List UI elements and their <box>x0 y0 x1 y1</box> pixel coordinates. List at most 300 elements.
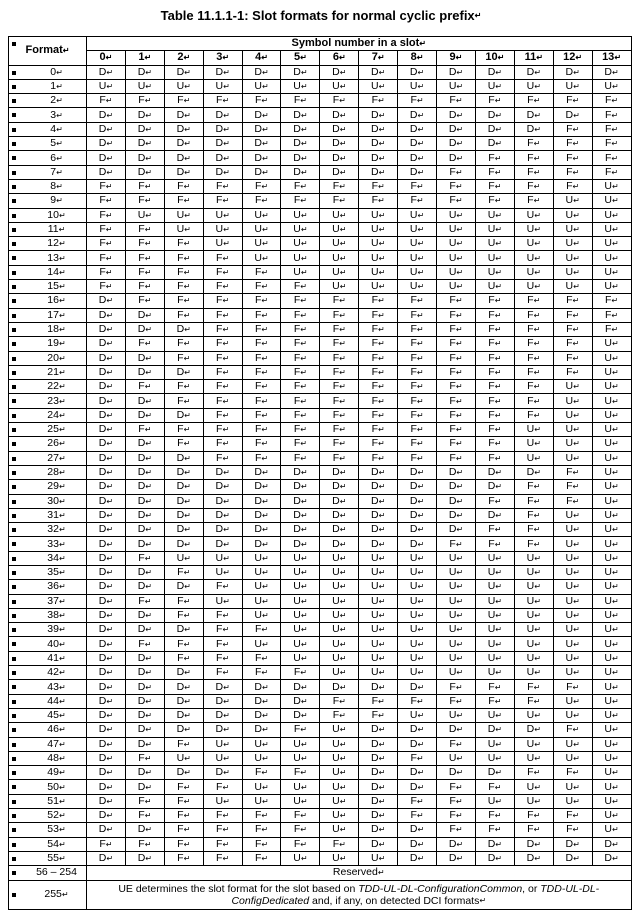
symbol-cell: U↵ <box>203 208 242 222</box>
symbol-cell: F↵ <box>437 179 476 193</box>
table-row <box>9 394 632 408</box>
symbol-cell: U↵ <box>475 251 514 265</box>
symbol-cell: D↵ <box>475 766 514 780</box>
symbol-cell: U↵ <box>553 794 592 808</box>
symbol-cell: F↵ <box>514 337 553 351</box>
symbol-cell: F↵ <box>87 265 126 279</box>
symbol-header-cell: 3↵ <box>203 51 242 65</box>
symbol-cell: F↵ <box>320 423 359 437</box>
symbol-cell: F↵ <box>203 194 242 208</box>
symbol-cell: F↵ <box>514 694 553 708</box>
symbol-cell: U↵ <box>398 208 437 222</box>
symbol-header-cell: 10↵ <box>475 51 514 65</box>
symbol-cell: D↵ <box>87 337 126 351</box>
table-row <box>9 280 632 294</box>
symbol-cell: F↵ <box>437 322 476 336</box>
symbol-cell: D↵ <box>203 137 242 151</box>
symbol-cell: F↵ <box>242 423 281 437</box>
symbol-cell: F↵ <box>553 308 592 322</box>
format-cell: 39↵ <box>9 623 87 637</box>
symbol-cell: D↵ <box>125 723 164 737</box>
format-cell: 19↵ <box>9 337 87 351</box>
symbol-cell: D↵ <box>242 680 281 694</box>
symbol-cell: D↵ <box>125 494 164 508</box>
symbol-cell: D↵ <box>514 465 553 479</box>
symbol-cell: U↵ <box>398 251 437 265</box>
symbol-cell: U↵ <box>592 465 631 479</box>
symbol-cell: D↵ <box>281 480 320 494</box>
symbol-cell: F↵ <box>475 194 514 208</box>
symbol-cell: D↵ <box>87 308 126 322</box>
table-row <box>9 65 632 79</box>
symbol-cell: U↵ <box>514 251 553 265</box>
table-row <box>9 322 632 336</box>
symbol-cell: F↵ <box>87 194 126 208</box>
symbol-cell: F↵ <box>242 823 281 837</box>
symbol-cell: U↵ <box>164 79 203 93</box>
symbol-cell: D↵ <box>359 465 398 479</box>
symbol-cell: U↵ <box>203 737 242 751</box>
paragraph-marker-icon <box>12 871 16 875</box>
symbol-cell: D↵ <box>164 151 203 165</box>
symbol-cell: U↵ <box>437 623 476 637</box>
table-row <box>9 494 632 508</box>
symbol-cell: D↵ <box>125 137 164 151</box>
symbol-cell: F↵ <box>164 237 203 251</box>
symbol-cell: F↵ <box>475 151 514 165</box>
symbol-cell: F↵ <box>553 365 592 379</box>
symbol-cell: F↵ <box>514 94 553 108</box>
symbol-cell: F↵ <box>437 423 476 437</box>
symbol-cell: F↵ <box>242 623 281 637</box>
symbol-cell: F↵ <box>398 337 437 351</box>
symbol-cell: U↵ <box>475 794 514 808</box>
symbol-cell: D↵ <box>242 508 281 522</box>
symbol-cell: U↵ <box>475 551 514 565</box>
symbol-cell: F↵ <box>125 280 164 294</box>
symbol-cell: D↵ <box>87 737 126 751</box>
paragraph-marker-icon <box>12 42 16 46</box>
symbol-cell: D↵ <box>203 165 242 179</box>
symbol-cell: F↵ <box>164 851 203 865</box>
symbol-cell: D↵ <box>281 537 320 551</box>
symbol-cell: F↵ <box>164 823 203 837</box>
symbol-cell: D↵ <box>359 737 398 751</box>
symbol-cell: D↵ <box>553 851 592 865</box>
symbol-cell: F↵ <box>359 351 398 365</box>
symbol-cell: F↵ <box>203 623 242 637</box>
symbol-cell: D↵ <box>359 137 398 151</box>
symbol-cell: F↵ <box>592 108 631 122</box>
symbol-cell: U↵ <box>281 737 320 751</box>
symbol-cell: U↵ <box>553 565 592 579</box>
symbol-cell: F↵ <box>281 823 320 837</box>
paragraph-marker-icon <box>12 399 16 403</box>
symbol-cell: D↵ <box>359 823 398 837</box>
symbol-cell: U↵ <box>359 565 398 579</box>
symbol-header-cell: 8↵ <box>398 51 437 65</box>
table-row <box>9 337 632 351</box>
symbol-cell: D↵ <box>475 837 514 851</box>
symbol-cell: U↵ <box>398 551 437 565</box>
symbol-cell: F↵ <box>359 308 398 322</box>
symbol-cell: F↵ <box>125 637 164 651</box>
format-cell: 8↵ <box>9 179 87 193</box>
symbol-cell: D↵ <box>359 151 398 165</box>
symbol-cell: D↵ <box>87 122 126 136</box>
symbol-cell: F↵ <box>281 194 320 208</box>
symbol-cell: F↵ <box>359 194 398 208</box>
symbol-cell: U↵ <box>320 608 359 622</box>
symbol-cell: F↵ <box>514 537 553 551</box>
symbol-cell: F↵ <box>125 809 164 823</box>
symbol-cell: D↵ <box>398 122 437 136</box>
symbol-cell: D↵ <box>242 523 281 537</box>
symbol-cell: F↵ <box>398 751 437 765</box>
symbol-cell: F↵ <box>514 294 553 308</box>
symbol-cell: D↵ <box>398 780 437 794</box>
symbol-cell: F↵ <box>437 194 476 208</box>
symbol-cell: F↵ <box>475 94 514 108</box>
symbol-cell: D↵ <box>281 151 320 165</box>
symbol-cell: F↵ <box>475 365 514 379</box>
symbol-cell: D↵ <box>87 780 126 794</box>
symbol-cell: D↵ <box>125 322 164 336</box>
symbol-header-cell: 11↵ <box>514 51 553 65</box>
symbol-cell: D↵ <box>398 165 437 179</box>
symbol-cell: D↵ <box>164 137 203 151</box>
symbol-cell: F↵ <box>164 780 203 794</box>
symbol-cell: U↵ <box>592 623 631 637</box>
symbol-cell: U↵ <box>125 79 164 93</box>
symbol-cell: F↵ <box>514 480 553 494</box>
symbol-cell: D↵ <box>164 480 203 494</box>
symbol-cell: U↵ <box>514 208 553 222</box>
paragraph-marker-icon <box>12 299 16 303</box>
symbol-cell: D↵ <box>87 580 126 594</box>
symbol-cell: U↵ <box>592 565 631 579</box>
symbol-cell: U↵ <box>242 751 281 765</box>
symbol-cell: F↵ <box>437 537 476 551</box>
table-row <box>9 623 632 637</box>
symbol-cell: D↵ <box>87 465 126 479</box>
format-cell: 4↵ <box>9 122 87 136</box>
symbol-cell: F↵ <box>514 508 553 522</box>
format-255-row <box>9 880 632 909</box>
symbol-cell: F↵ <box>514 179 553 193</box>
symbol-cell: D↵ <box>242 694 281 708</box>
symbol-cell: D↵ <box>475 465 514 479</box>
symbol-cell: D↵ <box>514 837 553 851</box>
symbol-cell: U↵ <box>203 222 242 236</box>
symbol-cell: U↵ <box>475 280 514 294</box>
format-cell: 49↵ <box>9 766 87 780</box>
symbol-cell: U↵ <box>281 851 320 865</box>
symbol-cell: U↵ <box>398 623 437 637</box>
symbol-cell: F↵ <box>320 94 359 108</box>
symbol-cell: F↵ <box>203 823 242 837</box>
symbol-cell: F↵ <box>320 194 359 208</box>
symbol-cell: F↵ <box>242 766 281 780</box>
symbol-cell: D↵ <box>398 108 437 122</box>
symbol-cell: D↵ <box>125 465 164 479</box>
symbol-cell: D↵ <box>87 551 126 565</box>
header-row-1 <box>9 37 632 51</box>
symbol-cell: F↵ <box>359 337 398 351</box>
symbol-cell: U↵ <box>553 280 592 294</box>
symbol-cell: F↵ <box>475 809 514 823</box>
symbol-cell: D↵ <box>398 508 437 522</box>
format-cell: 6↵ <box>9 151 87 165</box>
symbol-cell: D↵ <box>203 508 242 522</box>
symbol-header-cell: 9↵ <box>437 51 476 65</box>
symbol-cell: U↵ <box>553 694 592 708</box>
symbol-cell: D↵ <box>203 723 242 737</box>
symbol-cell: U↵ <box>359 237 398 251</box>
table-body <box>9 65 632 866</box>
symbol-cell: U↵ <box>398 608 437 622</box>
symbol-cell: F↵ <box>281 394 320 408</box>
symbol-cell: U↵ <box>553 594 592 608</box>
symbol-cell: F↵ <box>125 594 164 608</box>
symbol-cell: U↵ <box>359 851 398 865</box>
symbol-cell: U↵ <box>398 651 437 665</box>
symbol-cell: D↵ <box>203 523 242 537</box>
symbol-cell: D↵ <box>359 766 398 780</box>
symbol-cell: F↵ <box>359 394 398 408</box>
symbol-cell: D↵ <box>87 380 126 394</box>
symbol-cell: F↵ <box>87 222 126 236</box>
symbol-cell: F↵ <box>203 451 242 465</box>
table-row <box>9 308 632 322</box>
symbol-cell: U↵ <box>475 222 514 236</box>
symbol-cell: F↵ <box>125 423 164 437</box>
symbol-cell: U↵ <box>203 237 242 251</box>
symbol-cell: U↵ <box>398 666 437 680</box>
symbol-cell: D↵ <box>87 623 126 637</box>
format-cell: 42↵ <box>9 666 87 680</box>
symbol-cell: U↵ <box>281 751 320 765</box>
symbol-cell: F↵ <box>164 637 203 651</box>
symbol-cell: F↵ <box>592 165 631 179</box>
format-cell: 12↵ <box>9 237 87 251</box>
paragraph-marker-icon <box>12 700 16 704</box>
symbol-cell: U↵ <box>592 179 631 193</box>
symbol-cell: D↵ <box>125 308 164 322</box>
table-row <box>9 723 632 737</box>
symbol-cell: F↵ <box>125 179 164 193</box>
symbol-cell: U↵ <box>514 708 553 722</box>
symbol-cell: U↵ <box>281 794 320 808</box>
symbol-cell: F↵ <box>164 337 203 351</box>
symbol-cell: F↵ <box>475 179 514 193</box>
format-cell: 17↵ <box>9 308 87 322</box>
symbol-cell: F↵ <box>281 837 320 851</box>
symbol-cell: F↵ <box>164 794 203 808</box>
symbol-cell: U↵ <box>359 280 398 294</box>
table-row <box>9 523 632 537</box>
paragraph-marker-icon <box>12 128 16 132</box>
symbol-cell: F↵ <box>398 394 437 408</box>
symbol-cell: D↵ <box>553 65 592 79</box>
paragraph-marker-icon <box>12 471 16 475</box>
symbol-cell: U↵ <box>281 565 320 579</box>
symbol-header-cell: 2↵ <box>164 51 203 65</box>
symbol-cell: U↵ <box>281 551 320 565</box>
symbol-cell: D↵ <box>87 508 126 522</box>
symbol-cell: F↵ <box>475 165 514 179</box>
format-cell: 43↵ <box>9 680 87 694</box>
symbol-cell: D↵ <box>242 108 281 122</box>
symbol-cell: F↵ <box>475 694 514 708</box>
symbol-cell: U↵ <box>553 394 592 408</box>
symbol-cell: D↵ <box>398 837 437 851</box>
symbol-cell: D↵ <box>125 780 164 794</box>
table-row <box>9 237 632 251</box>
table-row <box>9 751 632 765</box>
table-row <box>9 151 632 165</box>
symbol-cell: U↵ <box>475 565 514 579</box>
symbol-cell: D↵ <box>125 608 164 622</box>
symbol-cell: U↵ <box>514 666 553 680</box>
symbol-cell: U↵ <box>553 737 592 751</box>
symbol-cell: U↵ <box>553 608 592 622</box>
symbol-cell: U↵ <box>514 608 553 622</box>
symbol-cell: D↵ <box>320 680 359 694</box>
symbol-cell: D↵ <box>514 851 553 865</box>
symbol-cell: F↵ <box>242 394 281 408</box>
symbol-cell: U↵ <box>475 751 514 765</box>
symbol-cell: D↵ <box>87 523 126 537</box>
symbol-cell: F↵ <box>164 179 203 193</box>
symbol-cell: U↵ <box>320 651 359 665</box>
symbol-cell: U↵ <box>398 708 437 722</box>
symbol-cell: F↵ <box>514 351 553 365</box>
symbol-cell: F↵ <box>281 723 320 737</box>
symbol-cell: D↵ <box>125 851 164 865</box>
symbol-cell: F↵ <box>164 809 203 823</box>
symbol-cell: U↵ <box>514 794 553 808</box>
paragraph-marker-icon <box>12 457 16 461</box>
symbol-cell: F↵ <box>475 394 514 408</box>
symbol-cell: D↵ <box>125 451 164 465</box>
symbol-cell: D↵ <box>87 694 126 708</box>
table-row <box>9 194 632 208</box>
symbol-cell: D↵ <box>359 165 398 179</box>
table-row <box>9 694 632 708</box>
symbol-cell: D↵ <box>164 766 203 780</box>
format-255-description: UE determines the slot format for the slot based on TDD-UL-DL-ConfigurationCommon, or TDD-UL-DL-ConfigDedicated and, if any, on detected DCI formats↵ <box>87 880 632 909</box>
paragraph-marker-icon <box>12 585 16 589</box>
symbol-cell: D↵ <box>514 108 553 122</box>
table-row <box>9 708 632 722</box>
symbol-cell: D↵ <box>164 408 203 422</box>
symbol-cell: F↵ <box>592 137 631 151</box>
symbol-cell: F↵ <box>553 137 592 151</box>
table-row <box>9 780 632 794</box>
symbol-cell: F↵ <box>125 837 164 851</box>
symbol-header-cell: 4↵ <box>242 51 281 65</box>
symbol-cell: F↵ <box>359 380 398 394</box>
symbol-cell: D↵ <box>87 751 126 765</box>
symbol-cell: U↵ <box>320 623 359 637</box>
symbol-cell: F↵ <box>320 322 359 336</box>
symbol-cell: U↵ <box>320 666 359 680</box>
format-cell: 33↵ <box>9 537 87 551</box>
symbol-cell: U↵ <box>359 222 398 236</box>
symbol-cell: F↵ <box>475 294 514 308</box>
symbol-header-cell: 7↵ <box>359 51 398 65</box>
symbol-cell: D↵ <box>320 151 359 165</box>
symbol-cell: D↵ <box>514 723 553 737</box>
symbol-cell: F↵ <box>475 523 514 537</box>
symbol-cell: F↵ <box>164 294 203 308</box>
symbol-cell: F↵ <box>164 308 203 322</box>
symbol-cell: D↵ <box>242 537 281 551</box>
symbol-cell: U↵ <box>592 79 631 93</box>
symbol-cell: U↵ <box>437 580 476 594</box>
header-row-2 <box>9 51 632 65</box>
symbol-cell: D↵ <box>203 766 242 780</box>
symbol-cell: F↵ <box>437 680 476 694</box>
symbol-cell: D↵ <box>164 451 203 465</box>
symbol-cell: U↵ <box>242 780 281 794</box>
symbol-cell: D↵ <box>320 494 359 508</box>
symbol-cell: U↵ <box>592 194 631 208</box>
symbol-cell: F↵ <box>437 694 476 708</box>
table-row <box>9 122 632 136</box>
symbol-cell: D↵ <box>87 666 126 680</box>
table-row <box>9 666 632 680</box>
symbol-cell: D↵ <box>437 523 476 537</box>
symbol-cell: U↵ <box>475 265 514 279</box>
symbol-cell: D↵ <box>281 508 320 522</box>
table-row <box>9 251 632 265</box>
table-row <box>9 794 632 808</box>
table-row <box>9 651 632 665</box>
symbol-cell: D↵ <box>125 537 164 551</box>
format-cell: 45↵ <box>9 708 87 722</box>
table-row <box>9 365 632 379</box>
symbol-cell: F↵ <box>475 322 514 336</box>
symbol-cell: D↵ <box>242 708 281 722</box>
format-cell: 1↵ <box>9 79 87 93</box>
symbol-cell: F↵ <box>514 380 553 394</box>
symbol-cell: F↵ <box>514 680 553 694</box>
symbol-cell: U↵ <box>553 751 592 765</box>
symbol-cell: U↵ <box>242 208 281 222</box>
symbol-cell: U↵ <box>320 823 359 837</box>
symbol-cell: D↵ <box>125 651 164 665</box>
symbol-header-cell: 6↵ <box>320 51 359 65</box>
symbol-cell: F↵ <box>203 280 242 294</box>
symbol-cell: U↵ <box>359 79 398 93</box>
symbol-cell: F↵ <box>203 394 242 408</box>
table-row <box>9 465 632 479</box>
symbol-cell: F↵ <box>203 94 242 108</box>
symbol-cell: F↵ <box>475 423 514 437</box>
paragraph-marker-icon <box>12 342 16 346</box>
symbol-cell: U↵ <box>514 437 553 451</box>
symbol-cell: D↵ <box>125 580 164 594</box>
symbol-cell: U↵ <box>553 551 592 565</box>
symbol-cell: F↵ <box>514 523 553 537</box>
format-cell: 50↵ <box>9 780 87 794</box>
symbol-cell: F↵ <box>164 394 203 408</box>
symbol-cell: F↵ <box>320 365 359 379</box>
symbol-cell: D↵ <box>125 480 164 494</box>
symbol-cell: U↵ <box>242 794 281 808</box>
